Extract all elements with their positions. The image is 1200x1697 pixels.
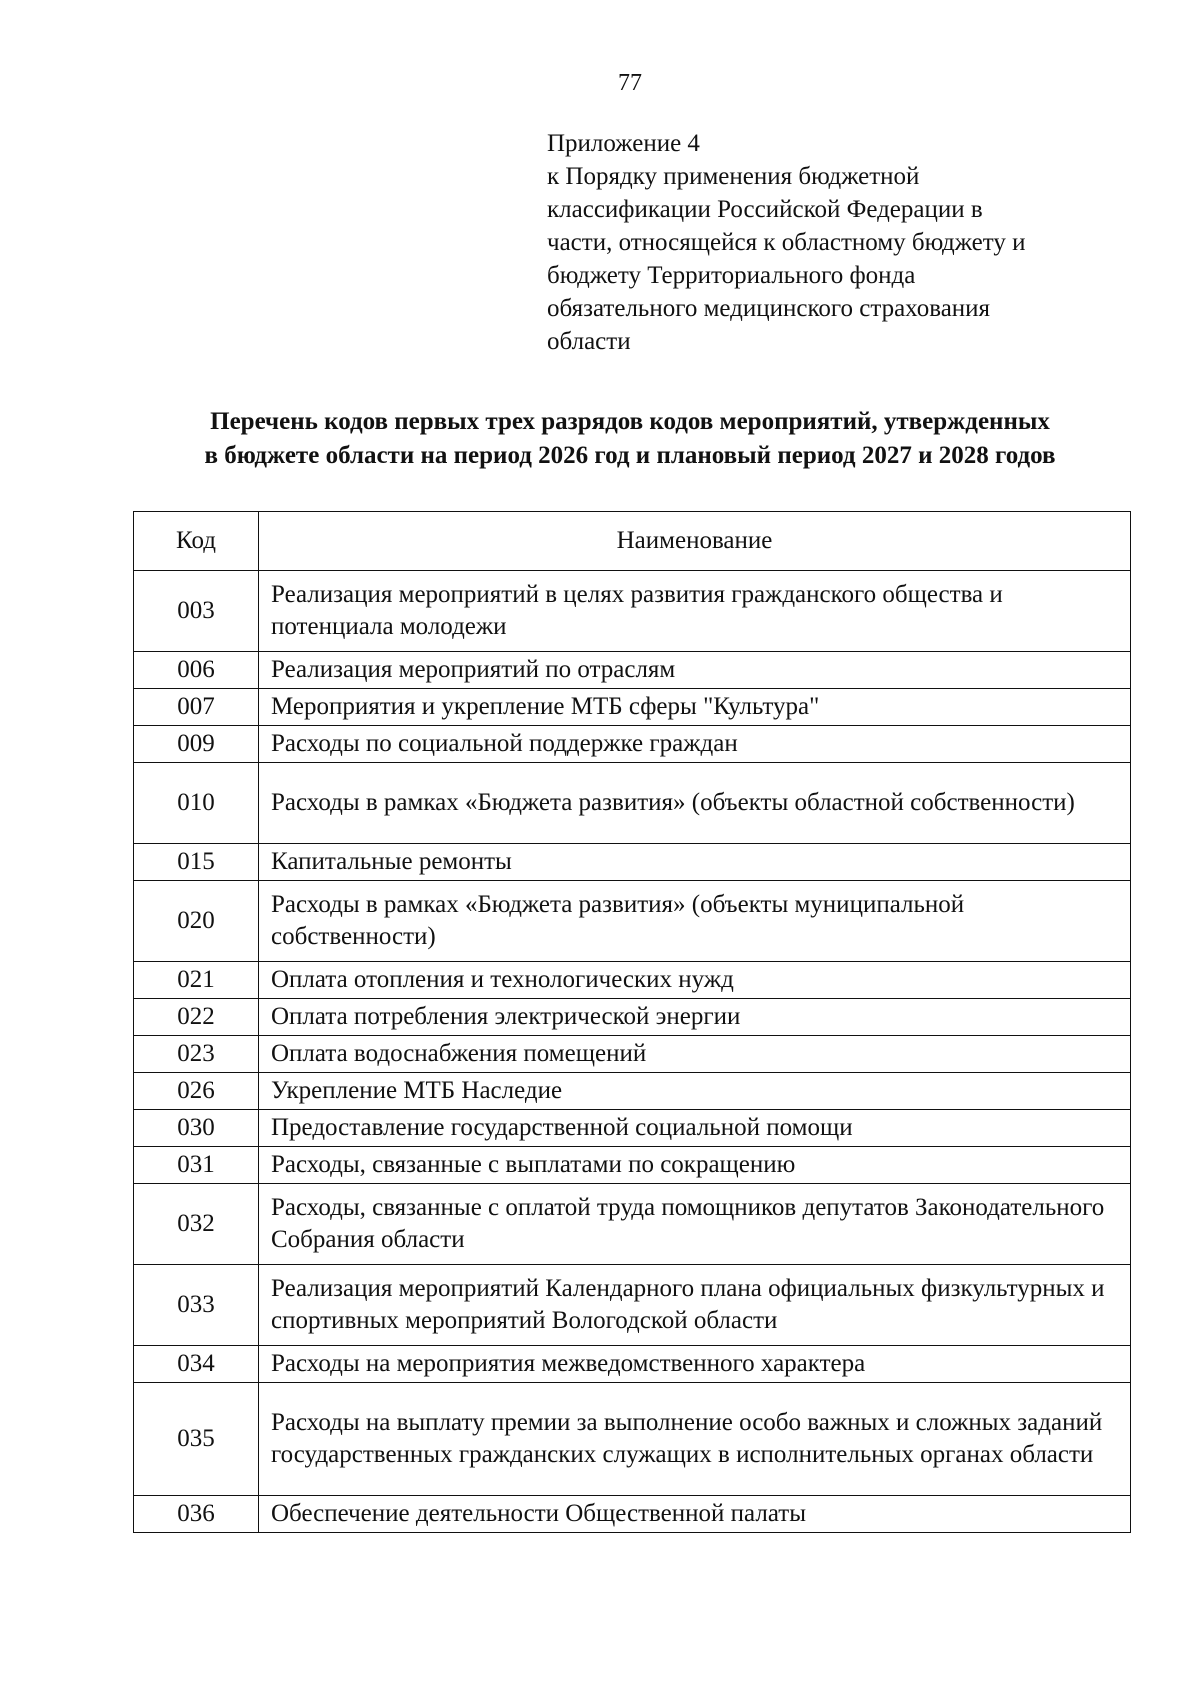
row-code: 007 [134,689,259,726]
row-name: Мероприятия и укрепление МТБ сферы "Культура" [259,689,1131,726]
table-row [134,1184,1131,1265]
row-code: 036 [134,1496,259,1533]
row-code: 003 [134,571,259,652]
appendix-line: Приложение 4 [547,130,700,157]
row-name: Обеспечение деятельности Общественной палаты [259,1496,1131,1533]
row-name: Расходы, связанные с оплатой труда помощников депутатов Законодательного Собрания области [259,1184,1131,1265]
table-row [134,1265,1131,1346]
row-code: 023 [134,1036,259,1073]
table-header-row [134,512,1131,571]
table-row [134,1147,1131,1184]
appendix-line: части, относящейся к областному бюджету и [547,229,1026,256]
table-row [134,763,1131,844]
appendix-line: обязательного медицинского страхования [547,295,991,322]
row-name: Укрепление МТБ Наследие [259,1073,1131,1110]
row-name: Реализация мероприятий Календарного плана официальных физкультурных и спортивных мероприятий Вологодской области [259,1265,1131,1346]
document-title [80,405,1180,473]
row-name: Расходы на выплату премии за выполнение особо важных и сложных заданий государственных гражданских служащих в исполнительных органах области [259,1383,1131,1496]
table-row [134,1346,1131,1383]
table-row [134,881,1131,962]
table-row [134,844,1131,881]
appendix-line: к Порядку применения бюджетной [547,163,920,190]
row-name: Расходы в рамках «Бюджета развития» (объекты областной собственности) [259,763,1131,844]
codes-table [133,511,1131,1533]
row-name: Расходы, связанные с выплатами по сокращению [259,1147,1131,1184]
row-code: 034 [134,1346,259,1383]
row-code: 006 [134,652,259,689]
row-name: Предоставление государственной социальной помощи [259,1110,1131,1147]
appendix-line: классификации Российской Федерации в [547,196,983,223]
table-row [134,1383,1131,1496]
appendix-block [547,127,1107,358]
row-code: 010 [134,763,259,844]
row-name: Оплата водоснабжения помещений [259,1036,1131,1073]
document-title-line-2: в бюджете области на период 2026 год и плановый период 2027 и 2028 годов [204,442,1056,469]
row-name: Расходы в рамках «Бюджета развития» (объекты муниципальной собственности) [259,881,1131,962]
row-code: 030 [134,1110,259,1147]
row-code: 015 [134,844,259,881]
appendix-line: бюджету Территориального фонда [547,262,916,289]
row-code: 031 [134,1147,259,1184]
table-row [134,1496,1131,1533]
header-code: Код [134,512,259,571]
table-row [134,726,1131,763]
row-code: 026 [134,1073,259,1110]
row-name: Реализация мероприятий по отраслям [259,652,1131,689]
table-row [134,1110,1131,1147]
table-row [134,962,1131,999]
row-code: 032 [134,1184,259,1265]
row-name: Оплата отопления и технологических нужд [259,962,1131,999]
row-code: 009 [134,726,259,763]
document-title-line-1: Перечень кодов первых трех разрядов кодов мероприятий, утвержденных [210,408,1050,435]
table-row [134,571,1131,652]
header-name: Наименование [259,512,1131,571]
row-code: 021 [134,962,259,999]
row-code: 022 [134,999,259,1036]
row-code: 020 [134,881,259,962]
row-name: Капитальные ремонты [259,844,1131,881]
row-code: 035 [134,1383,259,1496]
table-row [134,999,1131,1036]
row-name: Расходы на мероприятия межведомственного характера [259,1346,1131,1383]
row-name: Реализация мероприятий в целях развития гражданского общества и потенциала молодежи [259,571,1131,652]
row-code: 033 [134,1265,259,1346]
table-row [134,1073,1131,1110]
row-name: Оплата потребления электрической энергии [259,999,1131,1036]
table-row [134,689,1131,726]
row-name: Расходы по социальной поддержке граждан [259,726,1131,763]
table-row [134,1036,1131,1073]
appendix-line: области [547,328,631,355]
table-row [134,652,1131,689]
page-number: 77 [618,70,642,96]
